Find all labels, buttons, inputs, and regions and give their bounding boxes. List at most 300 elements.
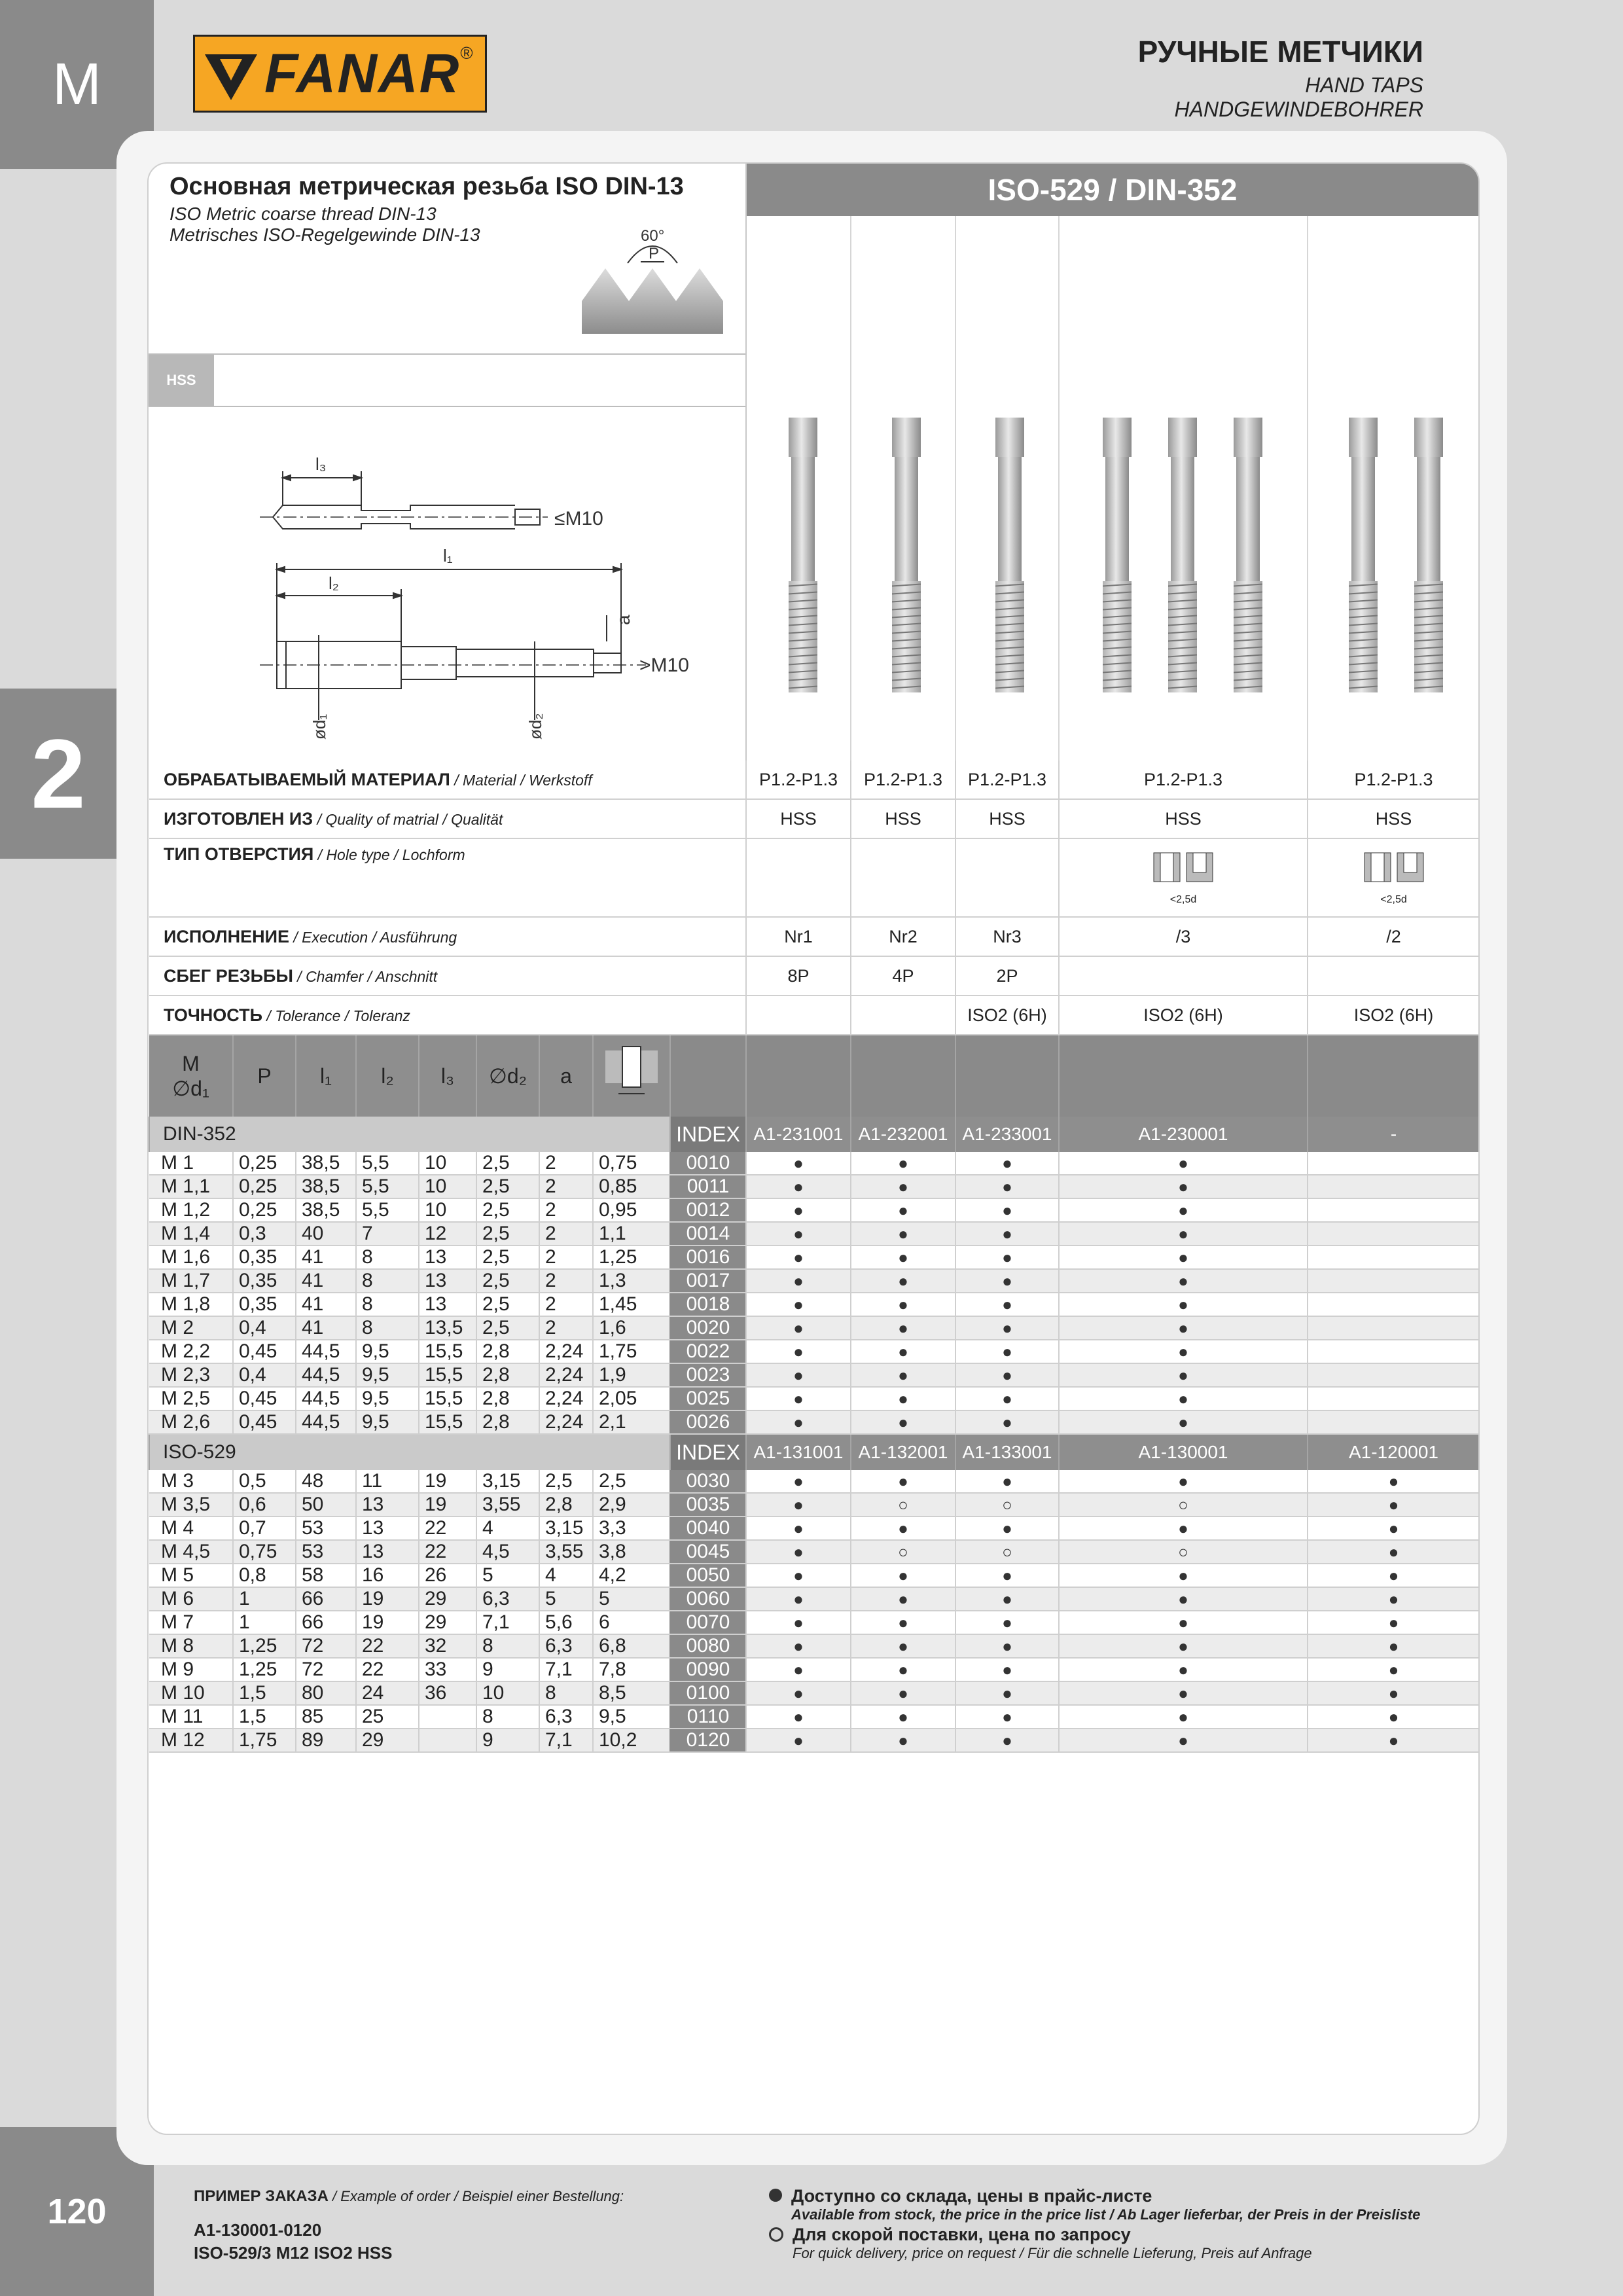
index-code: 0010 (670, 1152, 746, 1175)
cell-value: 2,5 (593, 1470, 670, 1493)
availability-mark: ○ (851, 1540, 955, 1564)
col-header-l1: l₁ (320, 1064, 332, 1088)
property-label-en: / Hole type / Lochform (313, 846, 465, 863)
availability-mark: ● (1059, 1269, 1308, 1293)
cell-value: 33 (419, 1658, 476, 1681)
table-row (149, 1470, 1479, 1493)
availability-mark: ● (746, 1681, 851, 1705)
cell-value: 29 (419, 1587, 476, 1611)
index-code: 0016 (670, 1246, 746, 1269)
cell-value: 2 (539, 1198, 593, 1222)
cell-value: 80 (296, 1681, 356, 1705)
property-value (851, 996, 955, 1035)
availability-mark: ● (851, 1564, 955, 1587)
property-label-en: / Material / Werkstoff (450, 771, 592, 789)
property-label-en: / Execution / Ausführung (289, 928, 457, 946)
property-label-ru: ИСПОЛНЕНИЕ (164, 926, 290, 946)
cell-value: 4,5 (476, 1540, 539, 1564)
article-number: A1-131001 (746, 1434, 851, 1470)
availability-mark: ● (851, 1681, 955, 1705)
cell-value: 6,8 (593, 1634, 670, 1658)
index-code: 0110 (670, 1705, 746, 1729)
availability-mark: ● (1308, 1493, 1479, 1516)
thread-size: M 1,4 (149, 1222, 233, 1246)
availability-mark: ● (1059, 1198, 1308, 1222)
cell-value: 5,5 (356, 1152, 419, 1175)
thread-size: M 2,2 (149, 1340, 233, 1363)
availability-mark: ● (851, 1293, 955, 1316)
cell-value: 2,24 (539, 1387, 593, 1410)
page-header (1138, 34, 1423, 122)
square-end-icon (599, 1044, 664, 1103)
cell-value: 5,5 (356, 1198, 419, 1222)
registered-mark: ® (460, 43, 473, 63)
tap-image-nr2 (887, 418, 926, 692)
cell-value: 2 (539, 1175, 593, 1198)
cell-value: 4 (476, 1516, 539, 1540)
cell-value: 40 (296, 1222, 356, 1246)
content-panel (147, 162, 1480, 2135)
logo-v-icon (202, 45, 260, 103)
cell-value: 9,5 (356, 1363, 419, 1387)
cell-value: 0,45 (233, 1340, 296, 1363)
cell-value: 7,1 (476, 1611, 539, 1634)
availability-mark: ● (851, 1729, 955, 1752)
availability-mark: ● (1059, 1729, 1308, 1752)
col-header-m: M (182, 1052, 200, 1075)
property-row (149, 838, 1479, 917)
cell-value (419, 1705, 476, 1729)
availability-mark: ● (746, 1564, 851, 1587)
index-code: 0022 (670, 1340, 746, 1363)
col-header-a-diagram (593, 1035, 670, 1117)
cell-value: 41 (296, 1269, 356, 1293)
property-label (149, 917, 746, 956)
cell-value: 8 (539, 1681, 593, 1705)
property-value (746, 799, 851, 838)
cell-value: 29 (419, 1611, 476, 1634)
cell-value: 38,5 (296, 1198, 356, 1222)
cell-value: 10 (419, 1175, 476, 1198)
availability-mark: ● (955, 1269, 1059, 1293)
cell-value: 3,55 (476, 1493, 539, 1516)
index-code: 0120 (670, 1729, 746, 1752)
order-example (194, 2187, 624, 2263)
cell-value: 13,5 (419, 1316, 476, 1340)
property-value (1059, 838, 1308, 917)
table-row (149, 1634, 1479, 1658)
cell-value: 13 (419, 1293, 476, 1316)
index-code: 0023 (670, 1363, 746, 1387)
availability-mark: ● (851, 1175, 955, 1198)
property-value (955, 956, 1059, 996)
thread-size: M 6 (149, 1587, 233, 1611)
thread-size: M 7 (149, 1611, 233, 1634)
cell-value: 89 (296, 1729, 356, 1752)
article-number: A1-231001 (746, 1117, 851, 1152)
cell-value: 5 (593, 1587, 670, 1611)
cell-value: 0,8 (233, 1564, 296, 1587)
cell-value: 26 (419, 1564, 476, 1587)
availability-mark (1308, 1340, 1479, 1363)
svg-text:l₃: l₃ (315, 454, 327, 474)
availability-mark: ● (1059, 1611, 1308, 1634)
availability-mark: ● (1059, 1705, 1308, 1729)
index-code: 0014 (670, 1222, 746, 1246)
property-label (149, 799, 746, 838)
property-label (149, 996, 746, 1035)
availability-mark: ● (955, 1611, 1059, 1634)
availability-mark (1308, 1222, 1479, 1246)
property-value-text: 2P (996, 965, 1018, 986)
property-row (149, 956, 1479, 996)
property-value (955, 761, 1059, 799)
property-value (955, 917, 1059, 956)
cell-value: 0,25 (233, 1152, 296, 1175)
cell-value: 9,5 (356, 1410, 419, 1434)
cell-value: 2,5 (476, 1152, 539, 1175)
table-row (149, 1516, 1479, 1540)
index-label: INDEX (670, 1117, 746, 1152)
col-header-l3: l₃ (440, 1064, 455, 1088)
cell-value: 0,45 (233, 1410, 296, 1434)
cell-value: 5 (539, 1587, 593, 1611)
cell-value: 9,5 (356, 1340, 419, 1363)
cell-value: 8 (356, 1246, 419, 1269)
on-request-circle-icon (769, 2227, 783, 2242)
cell-value: 13 (356, 1493, 419, 1516)
cell-value: 8,5 (593, 1681, 670, 1705)
property-value-text: /2 (1386, 926, 1401, 946)
cell-value: 5,6 (539, 1611, 593, 1634)
cell-value: 3,15 (476, 1470, 539, 1493)
cell-value: 2,8 (476, 1363, 539, 1387)
cell-value: 7,1 (539, 1729, 593, 1752)
cell-value: 8 (476, 1705, 539, 1729)
availability-mark: ● (851, 1152, 955, 1175)
property-row (149, 799, 1479, 838)
article-number: - (1308, 1117, 1479, 1152)
availability-mark: ● (1059, 1340, 1308, 1363)
availability-mark (1308, 1316, 1479, 1340)
index-code: 0018 (670, 1293, 746, 1316)
property-value (1308, 761, 1479, 799)
thread-size: M 3 (149, 1470, 233, 1493)
availability-mark: ● (955, 1705, 1059, 1729)
cell-value: 8 (356, 1316, 419, 1340)
table-row (149, 1222, 1479, 1246)
cell-value: 1,5 (233, 1705, 296, 1729)
svg-text:ød₂: ød₂ (526, 713, 545, 740)
cell-value: 2,5 (476, 1293, 539, 1316)
availability-mark: ○ (1059, 1493, 1308, 1516)
cell-value: 2,8 (476, 1410, 539, 1434)
cell-value: 66 (296, 1611, 356, 1634)
thread-title: Основная метрическая резьба ISO DIN-13 (169, 173, 684, 200)
availability-mark: ● (1059, 1658, 1308, 1681)
availability-mark: ● (955, 1246, 1059, 1269)
cell-value: 25 (356, 1705, 419, 1729)
property-value (746, 956, 851, 996)
cell-value: 4,2 (593, 1564, 670, 1587)
cell-value: 44,5 (296, 1363, 356, 1387)
availability-mark: ● (851, 1316, 955, 1340)
table-row (149, 1681, 1479, 1705)
property-label-en: / Tolerance / Toleranz (262, 1007, 410, 1024)
property-value (955, 996, 1059, 1035)
availability-mark: ● (1308, 1470, 1479, 1493)
thread-size: M 8 (149, 1634, 233, 1658)
availability-mark (1308, 1246, 1479, 1269)
cell-value: 12 (419, 1222, 476, 1246)
index-code: 0060 (670, 1587, 746, 1611)
material-badge (149, 355, 214, 406)
section-header-row (149, 1434, 1479, 1470)
cell-value: 1,1 (593, 1222, 670, 1246)
cell-value: 0,35 (233, 1269, 296, 1293)
legend-on-request-ru: Для скорой поставки, цена по запросу (793, 2225, 1131, 2244)
column-header-row (149, 1035, 1479, 1117)
availability-mark: ● (746, 1634, 851, 1658)
availability-mark: ● (1059, 1564, 1308, 1587)
availability-mark: ● (1308, 1729, 1479, 1752)
property-value (1059, 917, 1308, 956)
availability-mark: ● (955, 1222, 1059, 1246)
cell-value: 2,5 (476, 1246, 539, 1269)
cell-value: 2,8 (476, 1387, 539, 1410)
order-example-code: A1-130001-0120 (194, 2220, 322, 2240)
availability-mark (1308, 1293, 1479, 1316)
property-value-text: HSS (1375, 808, 1412, 829)
thread-size: M 1,7 (149, 1269, 233, 1293)
cell-value: 44,5 (296, 1340, 356, 1363)
cell-value: 22 (356, 1658, 419, 1681)
property-label-ru: ТИП ОТВЕРСТИЯ (164, 844, 314, 864)
cell-value: 9 (476, 1658, 539, 1681)
standard-label: ISO-529 / DIN-352 (988, 173, 1238, 207)
cell-value: 66 (296, 1587, 356, 1611)
availability-mark: ● (851, 1587, 955, 1611)
availability-mark: ● (1308, 1587, 1479, 1611)
legend (769, 2186, 1420, 2262)
cell-value: 0,35 (233, 1246, 296, 1269)
availability-mark: ● (1059, 1387, 1308, 1410)
availability-mark (1308, 1152, 1479, 1175)
cell-value: 2,24 (539, 1410, 593, 1434)
cell-value: 2,5 (476, 1316, 539, 1340)
cell-value: 5 (476, 1564, 539, 1587)
material-row-line (149, 353, 745, 355)
cell-value: 85 (296, 1705, 356, 1729)
cell-value: 2 (539, 1222, 593, 1246)
availability-mark: ● (1059, 1175, 1308, 1198)
property-value (1059, 996, 1308, 1035)
availability-mark: ● (746, 1175, 851, 1198)
availability-mark: ● (1059, 1681, 1308, 1705)
availability-mark: ● (1308, 1681, 1479, 1705)
col-header-d1: ∅d₁ (172, 1077, 209, 1100)
property-value-text: P1.2-P1.3 (863, 769, 943, 789)
svg-text:a: a (613, 615, 633, 625)
cell-value: 2,05 (593, 1387, 670, 1410)
property-value (851, 838, 955, 917)
property-value (746, 761, 851, 799)
cell-value: 15,5 (419, 1410, 476, 1434)
availability-mark: ● (1059, 1410, 1308, 1434)
cell-value: 9,5 (356, 1387, 419, 1410)
in-stock-dot-icon (769, 2189, 782, 2202)
cell-value: 2,24 (539, 1340, 593, 1363)
availability-mark: ● (746, 1516, 851, 1540)
availability-mark: ● (1059, 1316, 1308, 1340)
property-value (851, 761, 955, 799)
cell-value: 7,8 (593, 1658, 670, 1681)
thread-size: M 11 (149, 1705, 233, 1729)
cell-value: 53 (296, 1540, 356, 1564)
thread-size: M 1,8 (149, 1293, 233, 1316)
tap-dimension-drawing (253, 445, 724, 759)
availability-mark: ● (1308, 1564, 1479, 1587)
availability-mark: ● (746, 1410, 851, 1434)
table-row (149, 1410, 1479, 1434)
property-label-en: / Quality of matrial / Qualität (313, 810, 503, 828)
cell-value: 2,24 (539, 1363, 593, 1387)
tap-image-set2 (1344, 418, 1455, 692)
availability-mark (1308, 1387, 1479, 1410)
cell-value: 32 (419, 1634, 476, 1658)
thread-size: M 9 (149, 1658, 233, 1681)
availability-mark: ● (1059, 1516, 1308, 1540)
cell-value: 44,5 (296, 1387, 356, 1410)
availability-mark: ● (955, 1340, 1059, 1363)
availability-mark: ● (955, 1470, 1059, 1493)
availability-mark: ● (746, 1611, 851, 1634)
availability-mark: ● (746, 1222, 851, 1246)
cell-value: 15,5 (419, 1340, 476, 1363)
property-row (149, 917, 1479, 956)
cell-value: 2,8 (539, 1493, 593, 1516)
chapter-tab (0, 689, 116, 859)
property-value (1308, 956, 1479, 996)
svg-text:>M10: >M10 (639, 655, 689, 676)
article-number: A1-133001 (955, 1434, 1059, 1470)
svg-text:l₁: l₁ (443, 546, 453, 565)
index-code: 0012 (670, 1198, 746, 1222)
availability-mark: ● (746, 1152, 851, 1175)
property-value-text: P1.2-P1.3 (758, 769, 838, 789)
cell-value: 2 (539, 1316, 593, 1340)
cell-value: 2 (539, 1152, 593, 1175)
availability-mark: ● (955, 1681, 1059, 1705)
tap-image-nr3 (990, 418, 1029, 692)
property-value-text: Nr2 (889, 926, 918, 946)
cell-value: 6,3 (539, 1705, 593, 1729)
availability-mark: ● (955, 1410, 1059, 1434)
cell-value: 22 (356, 1634, 419, 1658)
legend-on-request-en: For quick delivery, price on request / Für die schnelle Lieferung, Preis auf Anfrage (793, 2245, 1312, 2261)
cell-value: 0,25 (233, 1198, 296, 1222)
availability-mark: ● (851, 1705, 955, 1729)
cell-value: 0,85 (593, 1175, 670, 1198)
availability-mark: ● (1308, 1705, 1479, 1729)
cell-value: 58 (296, 1564, 356, 1587)
availability-mark: ● (1059, 1363, 1308, 1387)
thread-size: M 12 (149, 1729, 233, 1752)
cell-value: 0,25 (233, 1175, 296, 1198)
property-value-text: 4P (892, 965, 914, 986)
thread-size: M 3,5 (149, 1493, 233, 1516)
index-code: 0050 (670, 1564, 746, 1587)
tap-image-nr1 (783, 418, 823, 692)
index-code: 0040 (670, 1516, 746, 1540)
index-code: 0020 (670, 1316, 746, 1340)
property-value (851, 917, 955, 956)
index-code: 0025 (670, 1387, 746, 1410)
cell-value: 19 (356, 1587, 419, 1611)
property-row (149, 996, 1479, 1035)
thread-subtitle-en: ISO Metric coarse thread DIN-13 (169, 204, 437, 224)
cell-value: 10 (419, 1152, 476, 1175)
cell-value: 15,5 (419, 1387, 476, 1410)
legend-in-stock-en: Available from stock, the price in the price list / Ab Lager lieferbar, der Preis in der Preisliste (791, 2206, 1421, 2223)
availability-mark: ● (1059, 1470, 1308, 1493)
article-number: A1-130001 (1059, 1434, 1308, 1470)
availability-mark: ● (746, 1587, 851, 1611)
cell-value: 24 (356, 1681, 419, 1705)
page-number: 120 (47, 2192, 107, 2231)
cell-value: 3,3 (593, 1516, 670, 1540)
table-row (149, 1540, 1479, 1564)
cell-value: 1,25 (593, 1246, 670, 1269)
availability-mark: ● (955, 1198, 1059, 1222)
cell-value: 53 (296, 1516, 356, 1540)
availability-mark: ○ (1059, 1540, 1308, 1564)
availability-mark: ● (955, 1587, 1059, 1611)
table-row (149, 1269, 1479, 1293)
availability-mark: ● (955, 1293, 1059, 1316)
cell-value: 10 (419, 1198, 476, 1222)
table-row (149, 1175, 1479, 1198)
cell-value: 22 (419, 1540, 476, 1564)
availability-mark: ○ (851, 1493, 955, 1516)
cell-value: 7 (356, 1222, 419, 1246)
availability-mark: ● (851, 1269, 955, 1293)
cell-value: 2 (539, 1293, 593, 1316)
cell-value: 19 (356, 1611, 419, 1634)
cell-value: 2,5 (539, 1470, 593, 1493)
cell-value: 11 (356, 1470, 419, 1493)
cell-value: 2,5 (476, 1175, 539, 1198)
property-value-text: ISO2 (6H) (967, 1005, 1047, 1025)
table-row (149, 1611, 1479, 1634)
property-value (851, 956, 955, 996)
cell-value: 7,1 (539, 1658, 593, 1681)
availability-mark: ● (955, 1175, 1059, 1198)
thread-profile-icon (582, 223, 726, 334)
availability-mark: ● (955, 1658, 1059, 1681)
index-code: 0026 (670, 1410, 746, 1434)
availability-mark: ● (1059, 1293, 1308, 1316)
cell-value: 2,5 (476, 1198, 539, 1222)
cell-value: 0,5 (233, 1470, 296, 1493)
cell-value: 0,4 (233, 1316, 296, 1340)
availability-mark: ● (746, 1269, 851, 1293)
property-label-ru: ТОЧНОСТЬ (164, 1005, 263, 1025)
property-label (149, 838, 746, 917)
availability-mark: ● (746, 1363, 851, 1387)
article-number: A1-233001 (955, 1117, 1059, 1152)
availability-mark: ● (851, 1387, 955, 1410)
